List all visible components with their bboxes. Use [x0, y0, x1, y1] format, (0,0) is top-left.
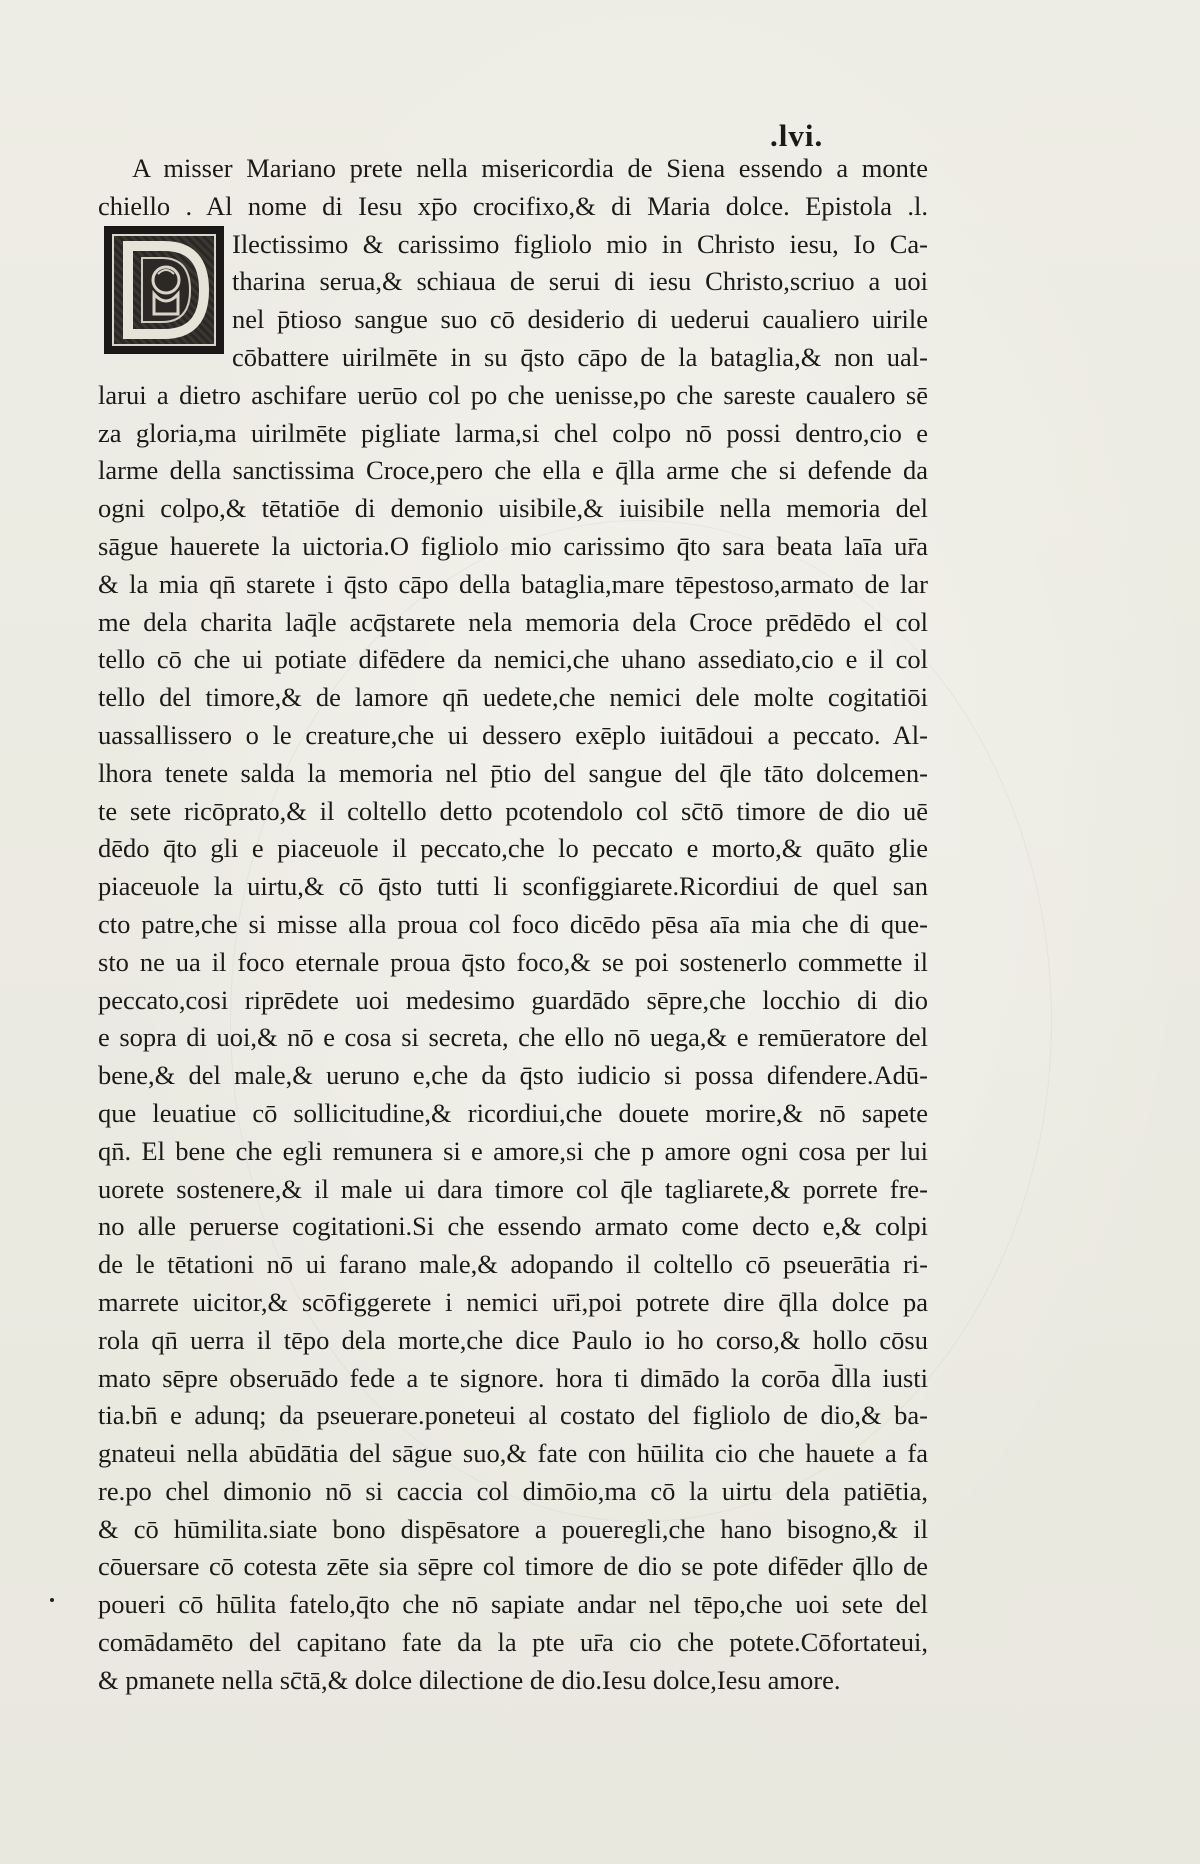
text-line: Ilectissimo & carissimo figliolo mio in Christo iesu, Io Ca-: [232, 228, 928, 259]
text-line: comādamēto del capitano fate da la pte ur̄a cio che potete.Cōfortateui,: [98, 1627, 928, 1658]
text-line: nel p̄tioso sangue suo cō desiderio di uederui caualiero uirile: [232, 304, 928, 335]
text-line: marrete uicitor,& scōfiggerete i nemici ur̄i,poi potrete dire q̄lla dolce pa: [98, 1286, 928, 1317]
text-line: ogni colpo,& tētatiōe di demonio uisibile,& iuisibile nella memoria del: [98, 493, 928, 524]
text-line: piaceuole la uirtu,& cō q̄sto tutti li sconfiggiarete.Ricordiui de quel san: [98, 871, 928, 902]
text-line: tello cō che ui potiate difēdere da nemici,che uhano assediato,cio e il col: [98, 644, 928, 675]
text-line: chiello . Al nome di Iesu xp̄o crocifixo,& di Maria dolce. Epistola .l.: [98, 190, 928, 221]
text-line: sāgue hauerete la uictoria.O figliolo mio carissimo q̄to sara beata laīa ur̄a: [98, 530, 928, 561]
text-line: e sopra di uoi,& nō e cosa si secreta, che ello nō uega,& e remūeratore del: [98, 1022, 928, 1053]
text-line: re.po chel dimonio nō si caccia col dimōio,ma cō la uirtu dela patiētia,: [98, 1475, 928, 1506]
text-line: & la mia qn̄ starete i q̄sto cāpo della bataglia,mare tēpestoso,armato de lar: [98, 568, 928, 599]
text-line: tharina serua,& schiaua de serui di iesu Christo,scriuo a uoi: [232, 266, 928, 297]
text-line: dēdo q̄to gli e piaceuole il peccato,che lo peccato e morto,& quāto glie: [98, 833, 928, 864]
text-line: uassallissero o le creature,che ui dessero exēplo iuitādoui a peccato. Al-: [98, 719, 928, 750]
text-line: tello del timore,& de lamore qn̄ uedete,che nemici dele molte cogitatiōi: [98, 682, 928, 713]
text-line: larui a dietro aschifare uerūo col po che uenisse,po che sareste caualero sē: [98, 379, 928, 410]
text-line: & cō hūmilita.siate bono dispēsatore a poueregli,che hano bisogno,& il: [98, 1513, 928, 1544]
text-line: lhora tenete salda la memoria nel p̄tio del sangue del q̄le tāto dolcemen-: [98, 757, 928, 788]
ink-speck: [50, 1598, 54, 1602]
text-line: cōbattere uirilmēte in su q̄sto cāpo de la bataglia,& non ual-: [232, 341, 928, 372]
text-line: no alle peruerse cogitationi.Si che essendo armato come decto e,& colpi: [98, 1211, 928, 1242]
text-line: cto patre,che si misse alla proua col foco dicēdo pēsa aīa mia che di que-: [98, 908, 928, 939]
text-line: me dela charita laq̄le acq̄starete nela memoria dela Croce prēdēdo el col: [98, 606, 928, 637]
text-line: uorete sostenere,& il male ui dara timore col q̄le tagliarete,& porrete fre-: [98, 1173, 928, 1204]
text-line: bene,& del male,& ueruno e,che da q̄sto iudicio si possa difendere.Adū-: [98, 1060, 928, 1091]
text-line: que leuatiue cō sollicitudine,& ricordiui,che douete morire,& nō sapete: [98, 1097, 928, 1128]
text-line: mato sēpre obseruādo fede a te signore. hora ti dimādo la corōa d̄lla iusti: [98, 1362, 928, 1393]
text-line: rola qn̄ uerra il tēpo dela morte,che dice Paulo io ho corso,& hollo cōsu: [98, 1324, 928, 1355]
text-line: za gloria,ma uirilmēte pigliate larma,si chel colpo nō possi dentro,cio e: [98, 417, 928, 448]
text-line: peccato,cosi riprēdete uoi medesimo guardādo sēpre,che locchio di dio: [98, 984, 928, 1015]
text-line: tia.bn̄ e adunq; da pseuerare.poneteui al costato del figliolo de dio,& ba-: [98, 1400, 928, 1431]
text-line: larme della sanctissima Croce,pero che ella e q̄lla arme che si defende da: [98, 455, 928, 486]
letter-text-block: [98, 150, 928, 1700]
text-line: qn̄. El bene che egli remunera si e amore,si che p amore ogni cosa per lui: [98, 1135, 928, 1166]
text-line-last: & pmanete nella sc̄tā,& dolce dilectione de dio.Iesu dolce,Iesu amore.: [98, 1664, 841, 1695]
text-line: te sete ricōprato,& il coltello detto pcotendolo col sc̄tō timore de dio uē: [98, 795, 928, 826]
folio-number: .lvi.: [770, 118, 824, 153]
text-line: sto ne ua il foco eternale proua q̄sto foco,& se poi sostenerlo commette il: [98, 946, 928, 977]
text-line: de le tētationi nō ui farano male,& adopando il coltello cō pseuerātia ri-: [98, 1249, 928, 1280]
text-line: cōuersare cō cotesta zēte sia sēpre col timore de dio se pote difēder q̄llo de: [98, 1551, 928, 1582]
text-line: poueri cō hūlita fatelo,q̄to che nō sapiate andar nel tēpo,che uoi sete del: [98, 1589, 928, 1620]
text-line: A misser Mariano prete nella misericordia de Siena essendo a monte: [132, 153, 928, 183]
text-line: gnateui nella abūdātia del sāgue suo,& fate con hūilita cio che hauete a fa: [98, 1438, 928, 1469]
